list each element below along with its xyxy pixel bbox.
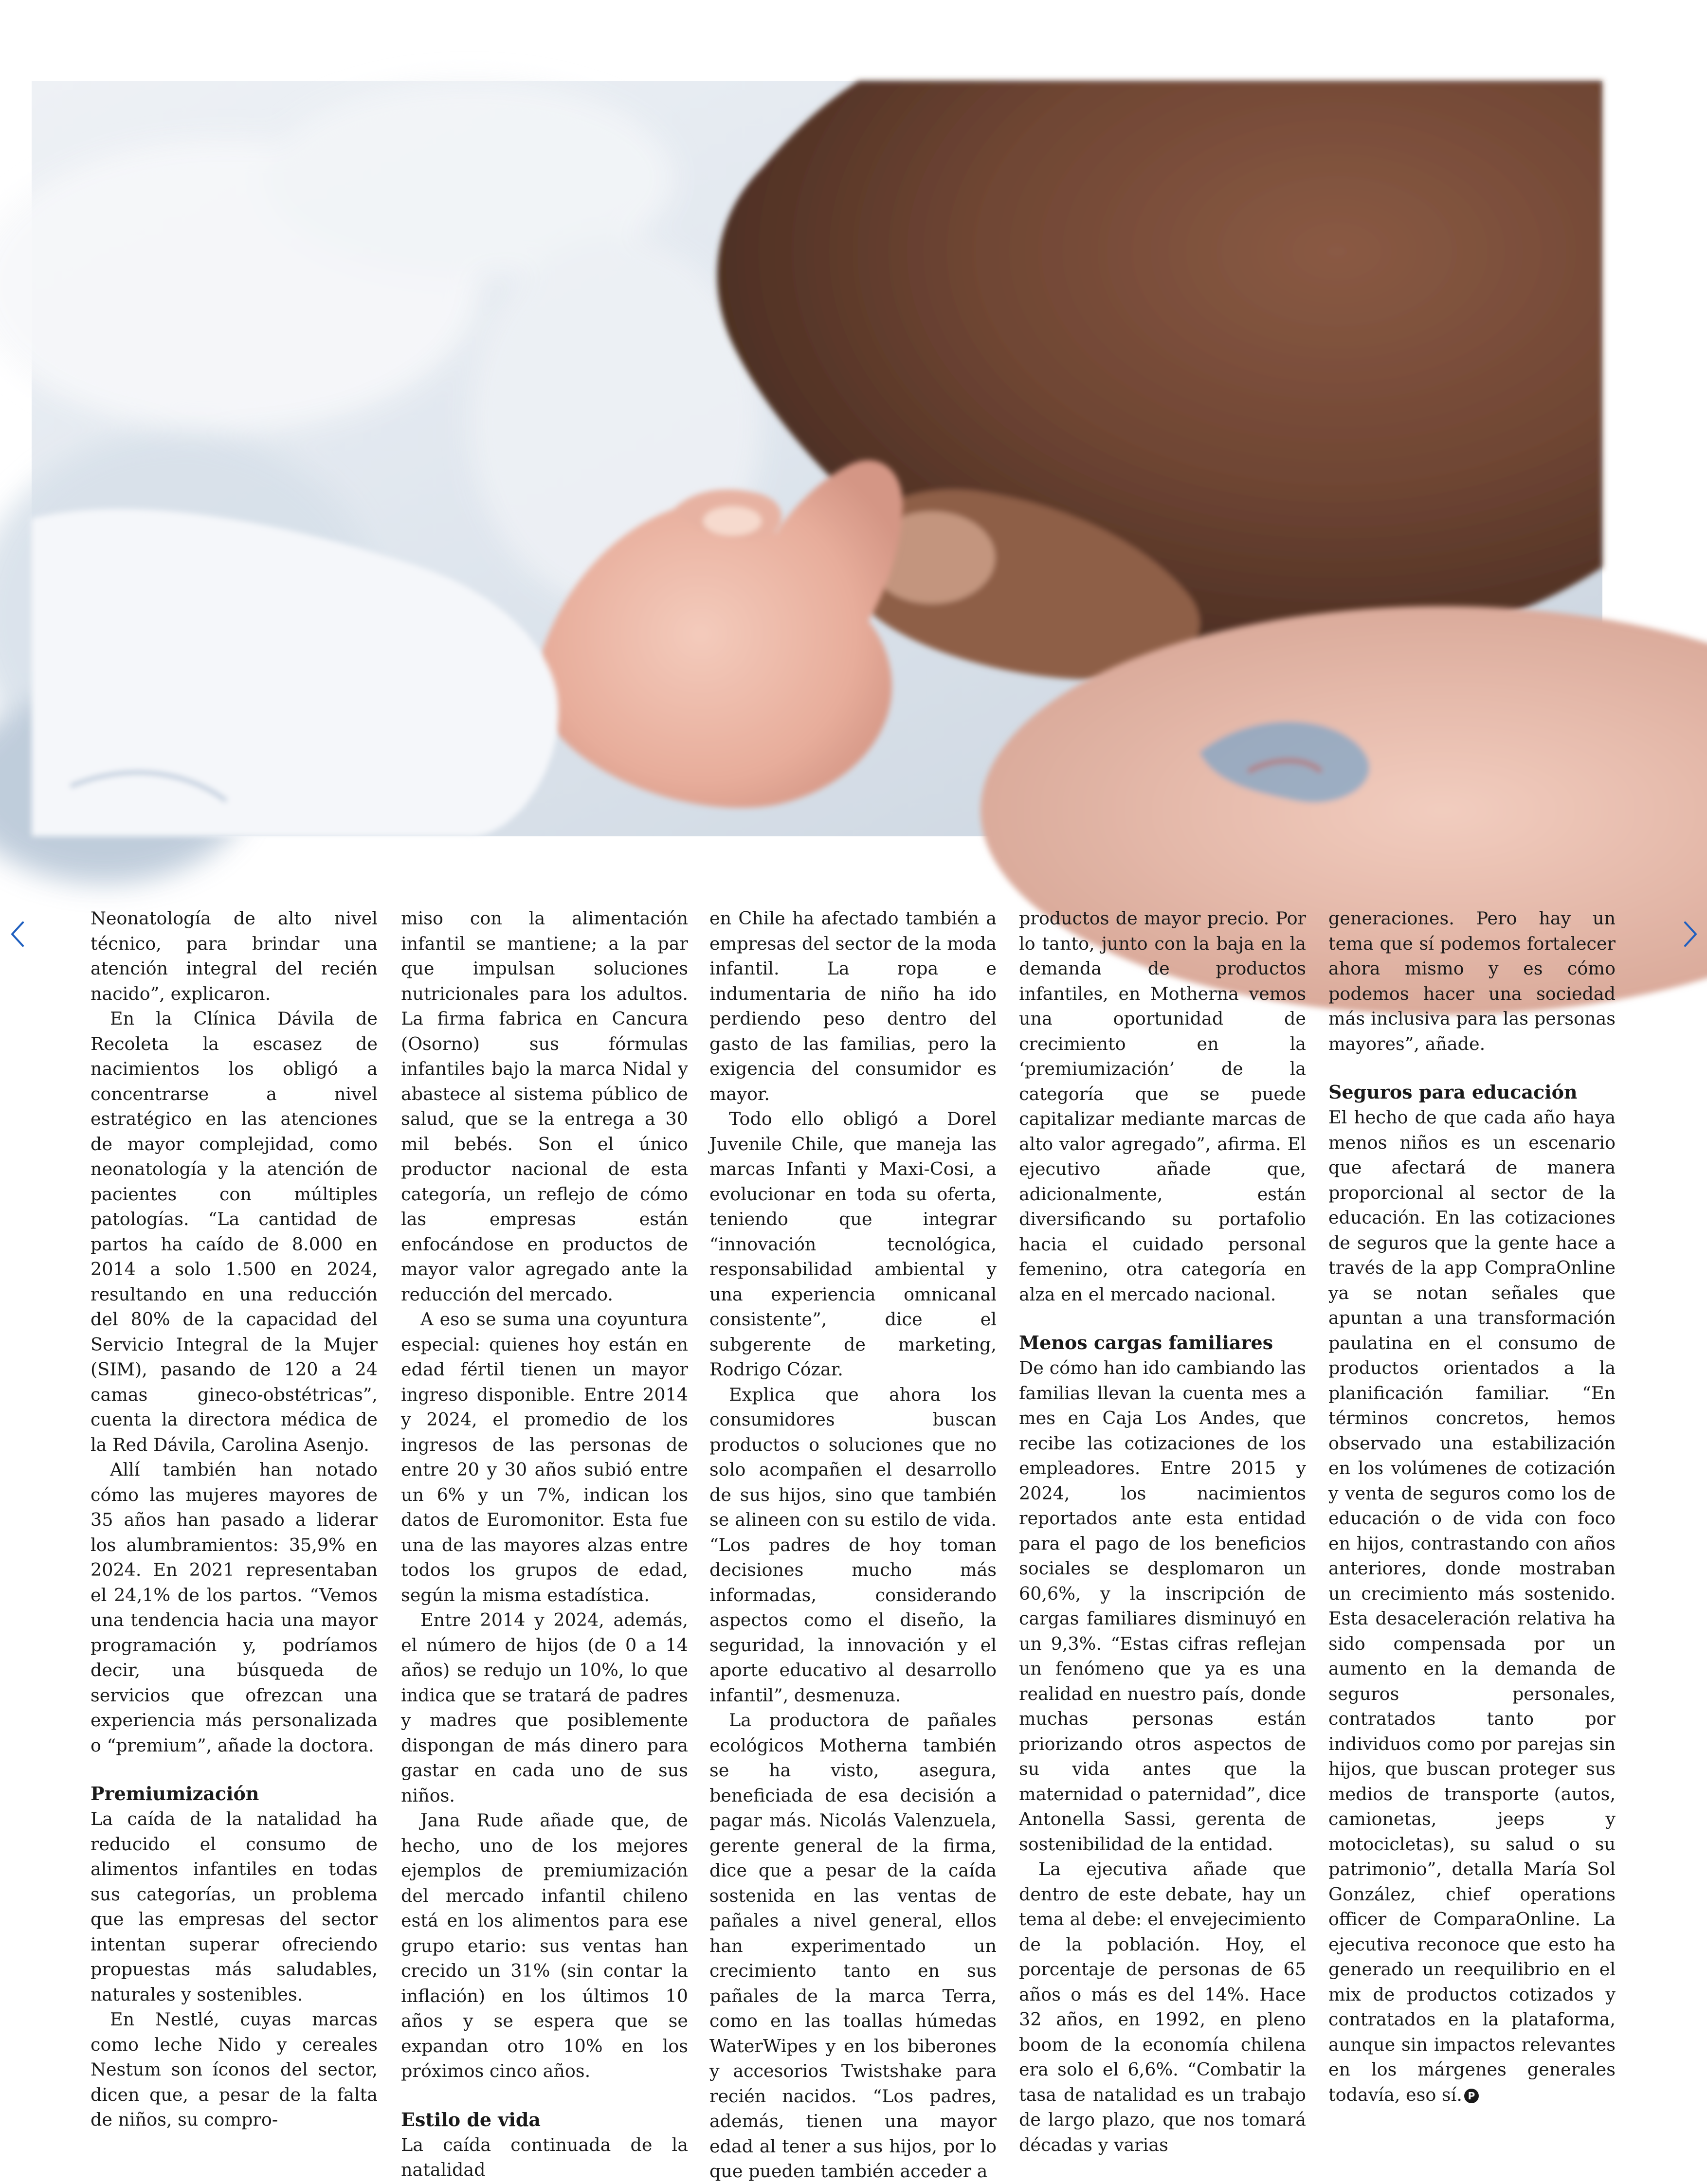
paragraph: miso con la alimentación infantil se mantiene; a la par que impulsan soluciones nutricionales para los adultos. La firma fabrica en Cancura (Osorno) sus fórmulas infantiles bajo la marca Nidal y abastece al sistema público de salud, que se la entrega a 30 mil bebés. Son el único productor nacional de esta categoría, un reflejo de cómo las empresas están enfocándose en productos de mayor valor agregado ante la reducción del mercado. [401, 908, 688, 1305]
section-heading-estilo-de-vida: Estilo de vida [401, 2108, 541, 2130]
paragraph: En Nestlé, cuyas marcas como leche Nido y cereales Nestum son íconos del sector, dicen que, a pesar de la falta de niños, su compro- [91, 2009, 378, 2130]
article-column-5 [1328, 906, 1616, 2105]
next-page-button[interactable] [1676, 915, 1705, 954]
paragraph: generaciones. Pero hay un tema que sí podemos fortalecer ahora mismo y es cómo podemos hacer una sociedad más inclusiva para las personas mayores”, añade. [1328, 908, 1616, 1054]
previous-page-button[interactable] [3, 915, 32, 954]
paragraph-text: El hecho de que cada año haya menos niños es un escenario que afectará de manera proporcional al sector de la educación. En las cotizaciones de seguros que la gente hace a través de la app CompraOnline ya se notan señales que apuntan a una transformación paulatina en el consumo de productos orientados a la planificación familiar. “En términos concretos, hemos observado una estabilización en los volúmenes de cotización y venta de seguros como los de educación o de vida con foco en hijos, contrastando con años anteriores, donde mostraban un crecimiento más sostenido. Esta desaceleración relativa ha sido compensada por un aumento en la demanda de seguros personales, contratados tanto por individuos como por parejas sin hijos, que buscan proteger sus medios de transporte (autos, camionetas, jeeps y motocicletas), su salud o su patrimonio”, detalla María Sol González, chief operations officer de ComparaOnline. La ejecutiva reconoce que esto ha generado un reequilibrio en el mix de productos cotizados y contratados en la plataforma, aunque sin impactos relevantes en los márgenes generales todavía, eso sí. [1328, 1107, 1616, 2105]
paragraph: en Chile ha afectado también a empresas del sector de la moda infantil. La ropa e indumentaria de niño ha ido perdiendo peso dentro del gasto de las familias, pero la exigencia del consumidor es mayor. [709, 908, 997, 1104]
chevron-left-icon [9, 921, 26, 948]
paragraph: Jana Rude añade que, de hecho, uno de los mejores ejemplos de premiumización del mercado infantil chileno está en los alimentos para ese grupo etario: sus ventas han crecido un 31% (sin contar la inflación) en los últimos 10 años y se espera que se expandan otro 10% en los próximos cinco años. [401, 1810, 688, 2081]
end-of-article-icon: P [1464, 2089, 1479, 2103]
article-column-1 [91, 906, 378, 2130]
paragraph: La ejecutiva añade que dentro de este debate, hay un tema al debe: el envejecimiento de la población. Hoy, el porcentaje de personas de 65 años o más es del 14%. Hace 32 años, en 1992, en pleno boom de la economía chilena era solo el 6,6%. “Combatir la tasa de natalidad es un trabajo de largo plazo, que nos tomará décadas y varias [1019, 1859, 1306, 2155]
article-photo [32, 81, 1602, 836]
paragraph [1328, 1105, 1616, 2107]
section-heading-premiumizacion: Premiumización [91, 1783, 259, 1805]
paragraph: Todo ello obligó a Dorel Juvenile Chile, que maneja las marcas Infanti y Maxi-Cosi, a evolucionar en toda su oferta, teniendo que integrar “innovación tecnológica, responsabilidad ambiental y una experiencia omnicanal consistente”, dice el subgerente de marketing, Rodrigo Cózar. [709, 1108, 997, 1380]
paragraph: De cómo han ido cambiando las familias llevan la cuenta mes a mes en Caja Los Andes, que recibe las cotizaciones de los empleadores. Entre 2015 y 2024, los nacimientos reportados ante esta entidad para el pago de los beneficios sociales se desplomaron un 60,6%, y la inscripción de cargas familiares disminuyó en un 9,3%. “Estas cifras reflejan un fenómeno que ya es una realidad en nuestro país, donde muchas personas están priorizando otros aspectos de su vida antes que la maternidad o paternidad”, dice Antonella Sassi, gerenta de sostenibilidad de la entidad. [1019, 1357, 1306, 1855]
paragraph: La caída de la natalidad ha reducido el consumo de alimentos infantiles en todas sus categorías, un problema que las empresas del sector intentan superar ofreciendo propuestas más saludables, naturales y sostenibles. [91, 1808, 378, 2005]
section-heading-menos-cargas-familiares: Menos cargas familiares [1019, 1332, 1273, 1354]
article-column-2 [401, 906, 688, 2180]
paragraph: La caída continuada de la natalidad [401, 2134, 688, 2180]
paragraph: Entre 2014 y 2024, además, el número de hijos (de 0 a 14 años) se redujo un 10%, lo que indica que se tratará de padres y madres que posiblemente dispongan de más dinero para gastar en cada uno de sus niños. [401, 1609, 688, 1806]
paragraph: Explica que ahora los consumidores buscan productos o soluciones que no solo acompañen el desarrollo de sus hijos, sino que también se alineen con su estilo de vida. “Los padres de hoy toman decisiones mucho más informadas, considerando aspectos como el diseño, la seguridad, la innovación y el aporte educativo al desarrollo infantil”, desmenuza. [709, 1384, 997, 1706]
paragraph: Allí también han notado cómo las mujeres mayores de 35 años han pasado a liderar los alumbramientos: 35,9% en 2024. En 2021 representaban el 24,1% de los partos. “Vemos una tendencia hacia una mayor programación y, podríamos decir, una búsqueda de servicios que ofrezcan una experiencia más personalizada o “premium”, añade la doctora. [91, 1459, 378, 1756]
baby-hand-holding-adult-finger-photo [32, 81, 1602, 836]
paragraph: Neonatología de alto nivel técnico, para brindar una atención integral del recién nacido”, explicaron. [91, 908, 378, 1004]
chevron-right-icon [1682, 921, 1699, 948]
section-heading-seguros-para-educacion: Seguros para educación [1328, 1081, 1578, 1103]
paragraph: En la Clínica Dávila de Recoleta la escasez de nacimientos los obligó a concentrarse a nivel estratégico en las atenciones de mayor complejidad, como neonatología y la atención de pacientes con múltiples patologías. “La cantidad de partos ha caído de 8.000 en 2014 a solo 1.500 en 2024, resultando en una reducción del 80% de la capacidad del Servicio Integral de la Mujer (SIM), pasando de 120 a 24 camas gineco-obstétricas”, cuenta la directora médica de la Red Dávila, Carolina Asenjo. [91, 1008, 378, 1455]
paragraph: La productora de pañales ecológicos Motherna también se ha visto, asegura, beneficiada de esa decisión a pagar más. Nicolás Valenzuela, gerente general de la firma, dice que a pesar de la caída sostenida en las ventas de pañales a nivel general, ellos han experimentado un crecimiento tanto en sus pañales de la marca Terra, como en las toallas húmedas WaterWipes y en los biberones y accesorios Twistshake para recién nacidos. “Los padres, además, tienen una mayor edad al tener a sus hijos, por lo que pueden también acceder a [709, 1710, 997, 2182]
article-column-3 [709, 906, 997, 2182]
article-column-4 [1019, 906, 1306, 2155]
paragraph: A eso se suma una coyuntura especial: quienes hoy están en edad fértil tienen un mayor ingreso disponible. Entre 2014 y 2024, el promedio de los ingresos de las personas de entre 20 y 30 años subió entre un 6% y un 7%, indican los datos de Euromonitor. Esta fue una de las mayores alzas entre todos los grupos de edad, según la misma estadística. [401, 1309, 688, 1606]
paragraph: productos de mayor precio. Por lo tanto, junto con la baja en la demanda de productos infantiles, en Motherna vemos una oportunidad de crecimiento en la ‘premiumización’ de la categoría que se puede capitalizar mediante marcas de alto valor agregado”, afirma. El ejecutivo añade que, adicionalmente, están diversificando su portafolio hacia el cuidado personal femenino, otra categoría en alza en el mercado nacional. [1019, 908, 1306, 1305]
